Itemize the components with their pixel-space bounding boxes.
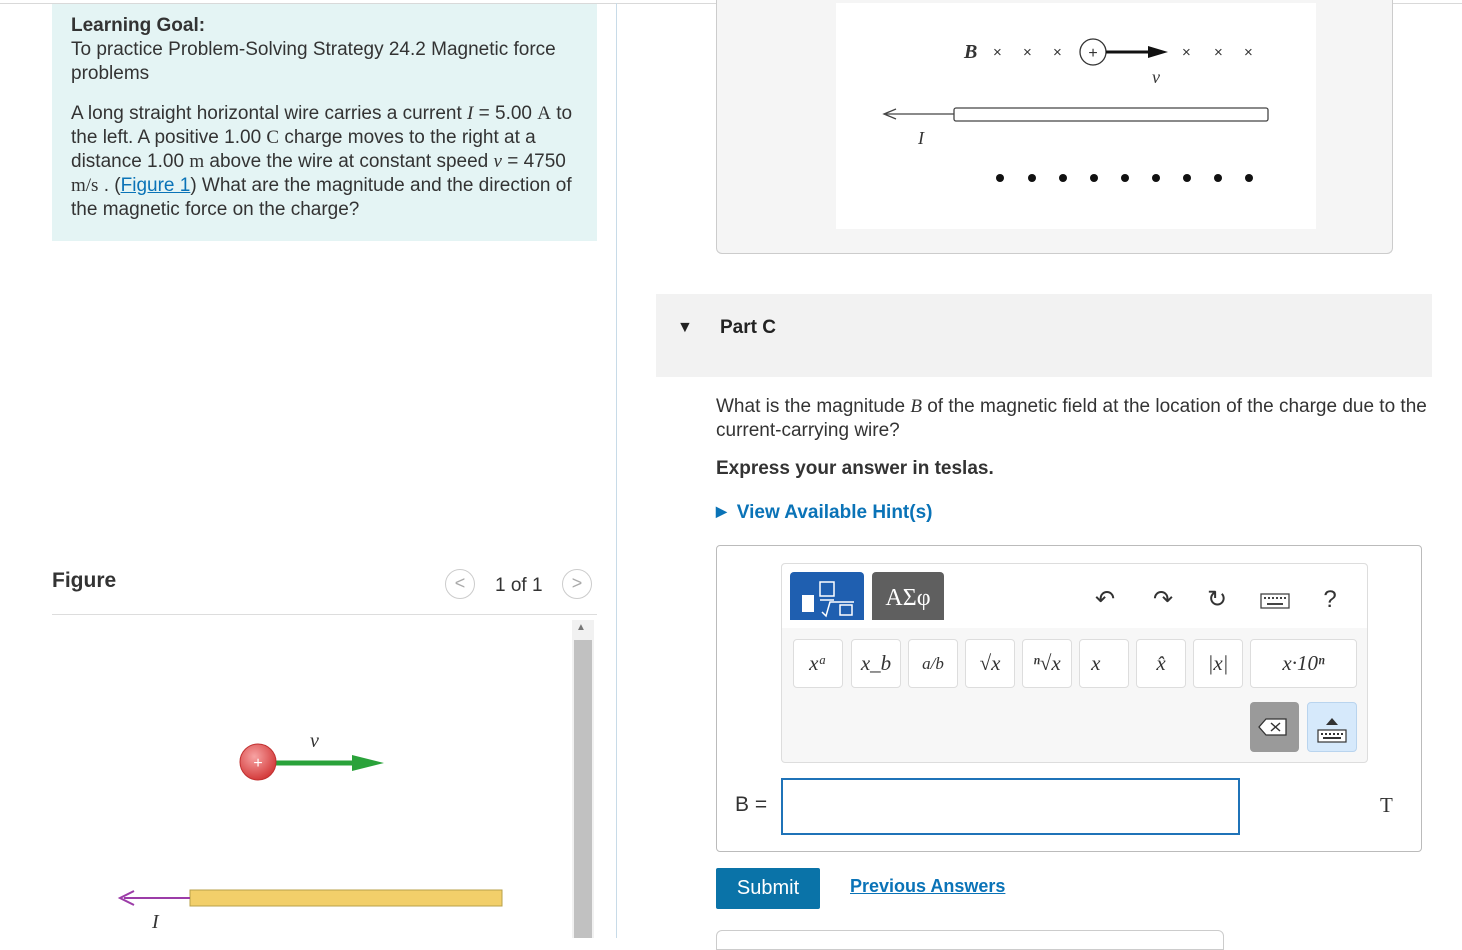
vector-key[interactable]: x⃗ <box>1079 639 1129 688</box>
prev-figure-button[interactable]: < <box>445 569 475 599</box>
templates-tab[interactable] <box>790 572 864 620</box>
x-mark: × <box>1023 44 1032 61</box>
column-divider <box>616 3 617 938</box>
figure-pager: 1 of 1 <box>495 575 543 596</box>
scrollbar-thumb[interactable] <box>574 640 592 938</box>
text: A long straight horizontal wire carries a current <box>71 103 462 124</box>
next-section-card <box>716 930 1224 950</box>
learning-goal-box <box>52 4 597 241</box>
help-icon[interactable]: ? <box>1323 586 1337 613</box>
x-mark: × <box>1182 44 1191 61</box>
part-title: Part C <box>720 317 776 338</box>
sqrt-key[interactable]: √x <box>965 639 1015 688</box>
x-mark: × <box>993 44 1002 61</box>
figure-link[interactable]: Figure 1 <box>120 175 191 196</box>
collapse-caret-icon[interactable]: ▼ <box>677 319 693 336</box>
current-label: I <box>152 911 159 933</box>
var-b: B <box>910 396 922 417</box>
subscript-key[interactable]: x_b <box>851 639 901 688</box>
hint-label: View Available Hint(s) <box>736 502 933 523</box>
field-dots <box>996 174 1253 182</box>
current-label: I <box>918 128 924 148</box>
nth-root-key[interactable]: ⁿ√x <box>1022 639 1072 688</box>
velocity-arrowhead <box>1148 46 1168 58</box>
velocity-label: v⃗ <box>1152 67 1174 87</box>
figure-title: Figure <box>52 569 117 592</box>
answer-unit: T <box>1380 793 1393 817</box>
var-v: v <box>493 151 502 172</box>
x-mark: × <box>1244 44 1253 61</box>
unit-a: A <box>537 103 551 124</box>
goal-title: Learning Goal: <box>71 15 206 36</box>
text: = 5.00 <box>473 103 538 124</box>
scientific-notation-key[interactable]: x·10ⁿ <box>1250 639 1357 688</box>
charge-sign: + <box>1088 45 1098 62</box>
velocity-arrowhead <box>352 755 384 771</box>
submit-button[interactable]: Submit <box>716 868 820 909</box>
text: to the left. A positive 1.00 <box>71 103 573 148</box>
wire <box>190 890 502 906</box>
templates-icon <box>790 572 864 620</box>
goal-problem-text <box>71 102 581 222</box>
figure-divider <box>52 614 597 615</box>
greek-symbols-tab[interactable]: ΑΣφ <box>872 572 944 620</box>
x-mark: × <box>1214 44 1223 61</box>
scroll-up-icon[interactable]: ▲ <box>576 622 586 633</box>
field-diagram <box>836 3 1316 229</box>
text: above the wire at constant speed <box>204 151 494 172</box>
unit-ms: m/s <box>71 175 99 196</box>
answer-input[interactable] <box>781 778 1240 835</box>
answer-instructions: Express your answer in teslas. <box>716 458 994 479</box>
b-field-label: B⃗ <box>964 41 993 63</box>
reset-icon[interactable]: ↻ <box>1206 586 1228 613</box>
view-hints-link[interactable] <box>716 502 932 524</box>
wire <box>954 108 1268 121</box>
expand-triangle-icon: ▶ <box>716 503 727 519</box>
figure-1-diagram <box>52 616 570 938</box>
backspace-icon <box>1250 702 1299 752</box>
velocity-label: v⃗ <box>310 730 335 752</box>
charge-sign: + <box>253 755 263 772</box>
text: of the magnetic field at the location of the charge due to the current-carrying wire? <box>716 396 1427 441</box>
text: ) What are the magnitude and the direction of the magnetic force on the charge? <box>71 175 572 220</box>
unit-c: C <box>266 127 280 148</box>
undo-icon[interactable]: ↶ <box>1094 586 1116 613</box>
answer-label: B = <box>735 793 768 816</box>
var-i: I <box>467 103 474 124</box>
redo-icon[interactable]: ↷ <box>1152 586 1174 613</box>
superscript-key[interactable]: xᵃ <box>793 639 843 688</box>
goal-subtitle: To practice Problem-Solving Strategy 24.2 Magnetic force problems <box>71 39 556 84</box>
text: . ( <box>98 175 121 196</box>
abs-value-key[interactable]: |x| <box>1193 639 1243 688</box>
x-mark: × <box>1053 44 1062 61</box>
keyboard-svg <box>1260 584 1290 616</box>
question-text <box>716 395 1431 443</box>
previous-answers-link[interactable]: Previous Answers <box>850 876 1006 896</box>
next-figure-button[interactable]: > <box>562 569 592 599</box>
unit-m: m <box>189 151 205 172</box>
fraction-key[interactable]: a/b <box>908 639 958 688</box>
text: What is the magnitude <box>716 396 911 417</box>
unit-vector-key[interactable]: x̂ <box>1136 639 1186 688</box>
backspace-button[interactable] <box>1250 702 1299 752</box>
text: charge moves to the right at a distance 1.00 <box>71 127 536 172</box>
keyboard-toggle-icon <box>1308 703 1356 751</box>
text: = 4750 <box>501 151 566 172</box>
keyboard-toggle-button[interactable] <box>1307 702 1357 752</box>
keyboard-icon[interactable] <box>1260 584 1290 616</box>
